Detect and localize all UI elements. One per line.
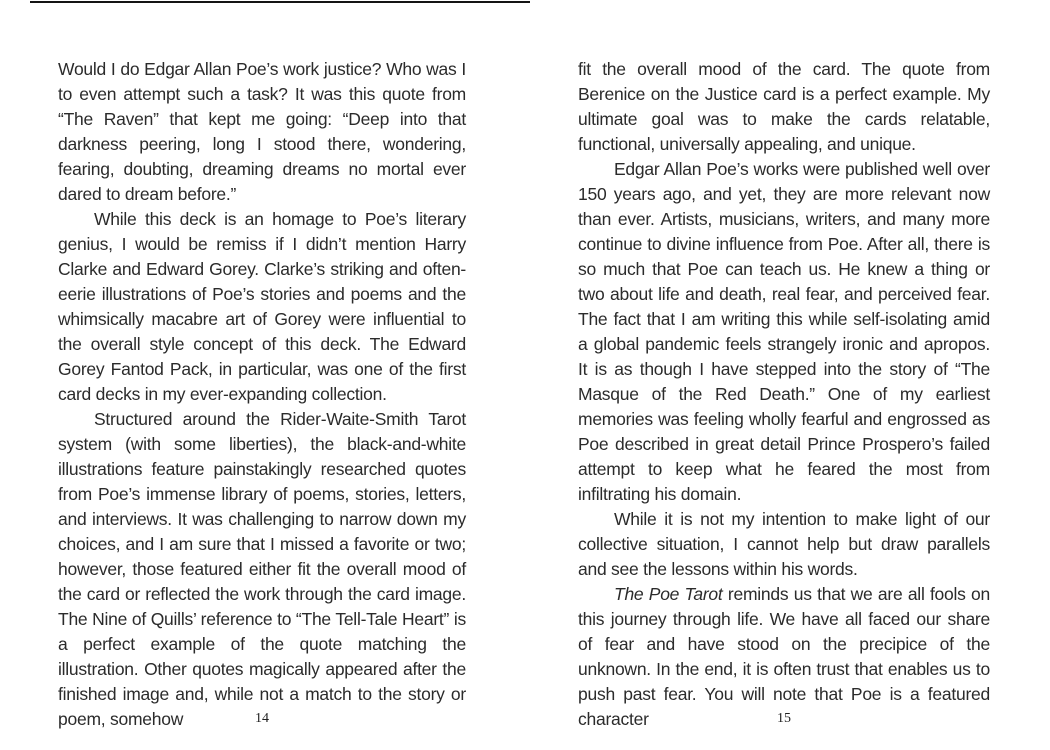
right-page-text-column xyxy=(578,57,990,732)
text-run: Edgar Allan Poe’s works were published well over 150 years ago, and yet, they are more relevant now than ever. Artists, musicians, writers, and many more continue to divine influence from Poe. After all, there is so much that Poe can teach us. He knew a thing or two about life and death, real fear, and perceived fear. The fact that I am writing this while self-isolating amid a global pandemic feels strangely ironic and apropos. It is as though I have stepped into the story of “The Masque of the Red Death.” One of my earliest memories was feeling wholly fearful and engrossed as Poe described in great detail Prince Prospero’s failed attempt to keep what he feared the most from infiltrating his domain. xyxy=(578,159,990,504)
left-page-number: 14 xyxy=(255,711,269,726)
paragraph xyxy=(58,207,466,407)
text-run: Would I do Edgar Allan Poe’s work justice? Who was I to even attempt such a task? It was this quote from “The Raven” that kept me going: “Deep into that darkness peering, long I stood there, wondering, fearing, doubting, dreaming dreams no mortal ever dared to dream before.” xyxy=(58,59,466,204)
paragraph xyxy=(578,507,990,582)
text-run: While this deck is an homage to Poe’s literary genius, I would be remiss if I didn’t mention Harry Clarke and Edward Gorey. Clarke’s striking and often-eerie illustrations of Poe’s stories and poems and the whimsically macabre art of Gorey were influential to the overall style concept of this deck. The Edward Gorey Fantod Pack, in particular, was one of the first card decks in my ever-expanding collection. xyxy=(58,209,466,404)
text-run: Structured around the Rider-Waite-Smith Tarot system (with some liberties), the black-and-white illustrations feature painstakingly researched quotes from Poe’s immense library of poems, stories, letters, and interviews. It was challenging to narrow down my choices, and I am sure that I missed a favorite or two; however, those featured either fit the overall mood of the card or reflected the work through the card image. The Nine of Quills’ reference to “The Tell-Tale Heart” is a perfect example of the quote matching the illustration. Other quotes magically appeared after the finished image and, while not a match to the story or poem, somehow xyxy=(58,409,466,729)
paragraph xyxy=(578,157,990,507)
text-run: reminds us that we are all fools on this journey through life. We have all faced our share of fear and have stood on the precipice of the unknown. In the end, it is often trust that enables us to push past fear. You will note that Poe is a featured character xyxy=(578,584,990,729)
text-run: While it is not my intention to make light of our collective situation, I cannot help but draw parallels and see the lessons within his words. xyxy=(578,509,990,579)
italic-text-run: The Poe Tarot xyxy=(614,584,723,604)
paragraph xyxy=(58,57,466,207)
right-page-number: 15 xyxy=(777,711,791,726)
top-edge-line xyxy=(30,1,530,3)
paragraph xyxy=(578,57,990,157)
paragraph xyxy=(578,582,990,732)
paragraph xyxy=(58,407,466,732)
text-run: fit the overall mood of the card. The quote from Berenice on the Justice card is a perfect example. My ultimate goal was to make the cards relatable, functional, universally appealing, and unique. xyxy=(578,59,990,154)
left-page-text-column xyxy=(58,57,466,732)
